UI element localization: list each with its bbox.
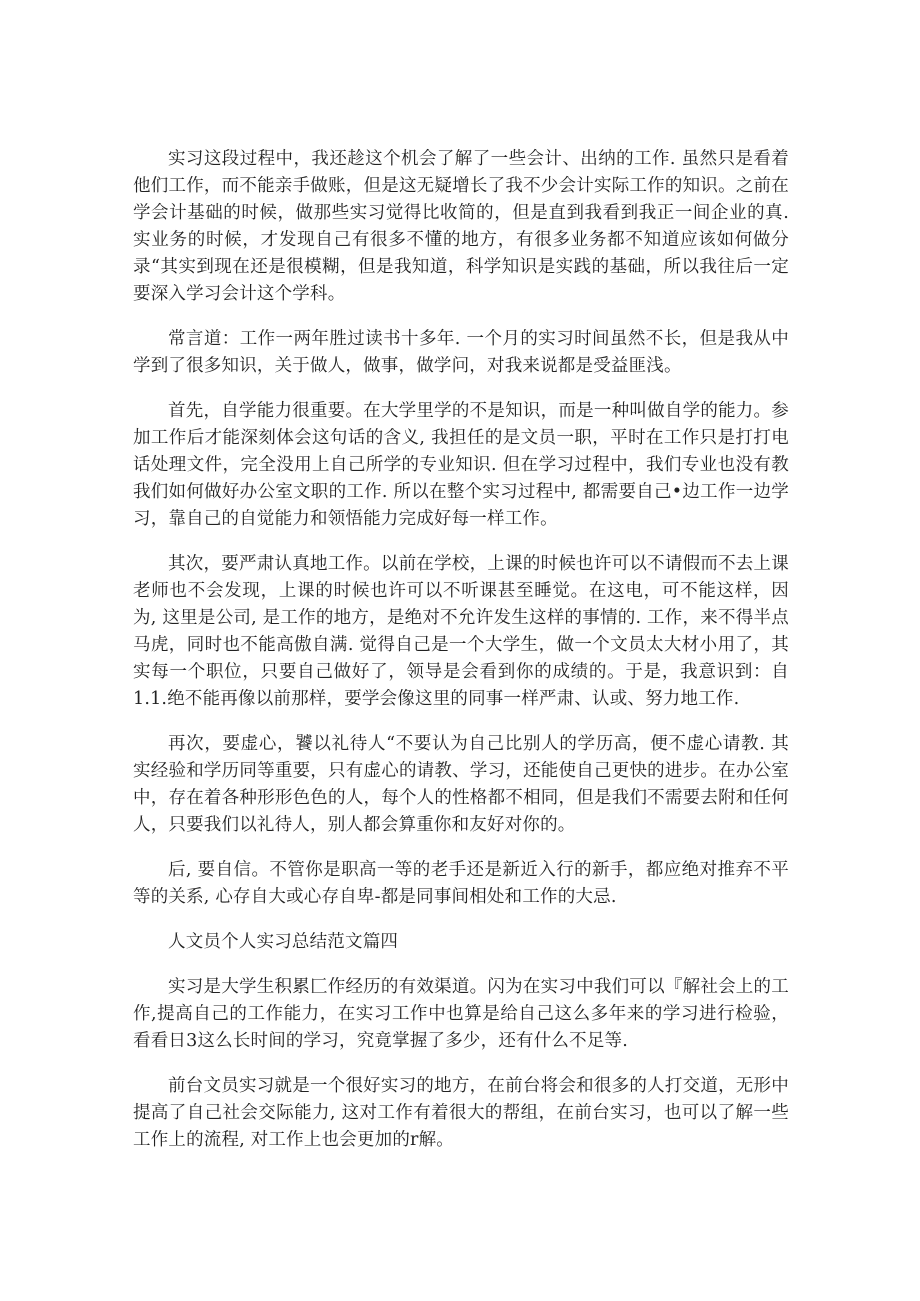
paragraph-modesty: 再次，要虚心，饕以礼待人“不要认为自己比别人的学历高，便不虚心请教. 其实经验和学历同等重要，只有虚心的请教、学习，还能使自己更快的进步。在办公室中，存在着各种形形色色的人，每个人的性格都不相同，但是我们不需要去附和任何人，只要我们以礼待人，别人都会算重你和友好对你的。 [133, 734, 789, 835]
paragraph-serious-work: 其次，要严肃认真地工作。以前在学校，上课的时候也许可以不请假而不去上课老师也不会发现，上课的时候也许可以不听课甚至睡觉。在这电，可不能这样，因为, 这里是公司, 是工作的地方，是绝对不允许发生这样的事情的. 工作，来不得半点马虎，同时也不能高傲自满. 觉得自己是一个大学生，做一个文员太大材小用了，其实每一个职位，只要自己做好了，领导是会看到你的成绩的。于是，我意识到：自1.1.绝不能再像以前那样，要学会像这里的同事一样严肃、认或、努力地工作. [133, 554, 789, 709]
paragraph-self-learning: 首先，自学能力很重要。在大学里学的不是知识，而是一种叫做自学的能力。参加工作后才能深刻体会这句话的含义, 我担任的是文员一职，平时在工作只是打打电话处理文件，完全没用上自己所学的专业知识. 但在学习过程中，我们专业也没有教我们如何做好办公室文职的工作. 所以在整个实习过程中, 都需要自己•边工作一边学习，靠自己的自觉能力和领悟能力完成好每一样工作。 [133, 401, 789, 529]
paragraph-confidence: 后, 要自信。不管你是职高一等的老手还是新近入行的新手，都应绝对推弃不平等的关系, 心存自大或心存自卑-都是同事间相处和工作的大忌. [133, 860, 789, 907]
paragraph-front-desk: 前台文员实习就是一个很好实习的地方，在前台将会和很多的人打交道，无形中提高了自己社会交际能力, 这对工作有着很大的帮组，在前台实习，也可以了解一些工作上的流程, 对工作上也会更加的r解。 [133, 1076, 789, 1150]
paragraph-internship-channel: 实习是大学生积累匚作经历的有效渠道。闪为在实习中我们可以『解社会上的工作,提高自己的工作能力，在实习工作中也算是给自己这么多年来的学习进行检验，看看日3这么长时间的学习，究竟掌握了多少，还有什么不足等. [133, 977, 789, 1051]
paragraph-internship-accounting: 实习这段过程中，我还趁这个机会了解了一些会计、出纳的工作. 虽然只是看着他们工作，而不能亲手做账，但是这无疑增长了我不少会计实际工作的知识。之前在学会计基础的时候，做那些实习觉得比收简的，但是直到我看到我正一间企业的真.实业务的时候，才发现自己有很多不懂的地方，有很多业务都不知道应该如何做分录“其实到现在还是很模糊，但是我知道，科学知识是实践的基础，所以我往后一定要深入学习会计这个学科。 [133, 149, 789, 304]
document-page [133, 146, 789, 1172]
paragraph-proverb: 常言道：工作一两年胜过读书十多年. 一个月的实习时间虽然不长，但是我从中学到了很多知识，关于做人，做事，做学问，对我来说都是受益匪浅。 [133, 329, 789, 376]
section-heading: 人文员个人实习总结范文篇四 [168, 932, 399, 952]
